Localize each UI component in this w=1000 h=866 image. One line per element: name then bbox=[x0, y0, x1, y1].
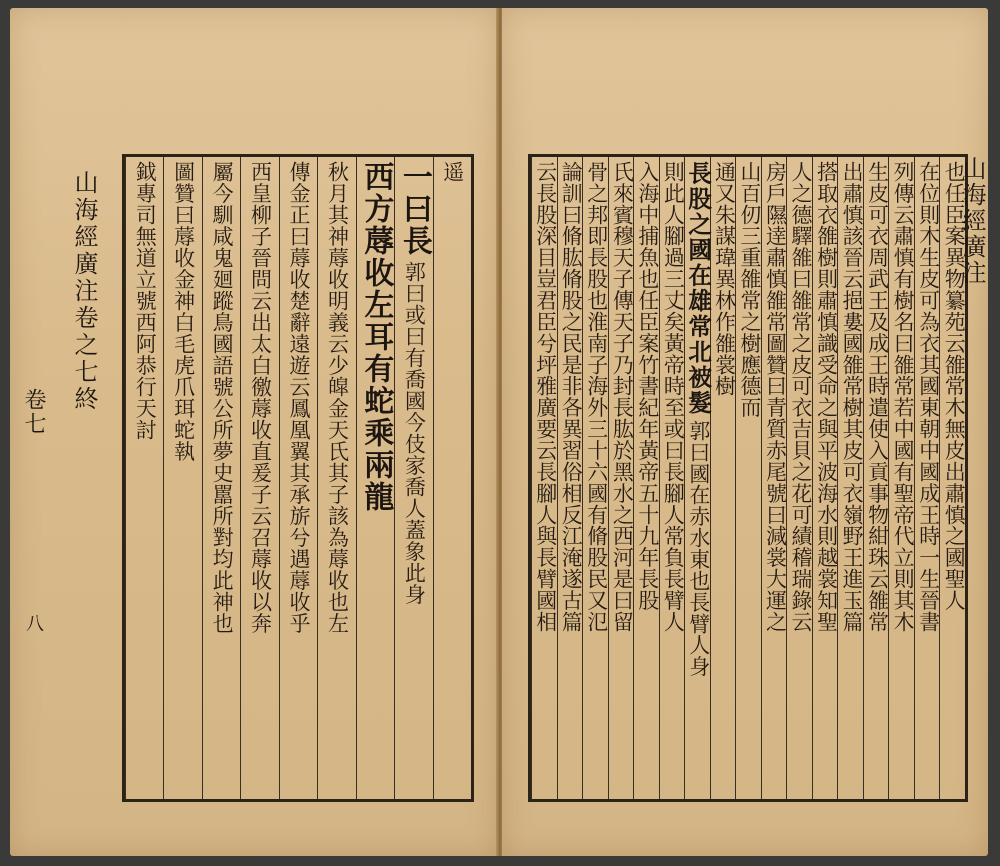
left-text-column bbox=[433, 157, 471, 799]
commentary-text: 通又朱謀瑋異林作雒裳樹 bbox=[711, 161, 736, 397]
right-text-column bbox=[735, 157, 761, 799]
commentary-text: 山百仞三重雒常之樹應德而 bbox=[736, 161, 761, 419]
commentary-text: 人之德驛雒曰雒常之皮可衣吉貝之花可績稽瑞錄云 bbox=[788, 161, 812, 633]
right-text-column bbox=[863, 157, 889, 799]
right-text-column bbox=[888, 157, 914, 799]
right-text-column bbox=[710, 157, 736, 799]
commentary-text: 搭取衣雒樹則肅慎識受命之與平波海水則越裳知聖 bbox=[813, 161, 838, 633]
commentary-text: 鉞專司無道立號西阿恭行天討 bbox=[133, 161, 158, 441]
right-fold-title: 山海經廣注 bbox=[958, 156, 986, 286]
commentary-text: 屬今馴咸鬼廻蹤鳥國語號公所夢史嚚所對均此神也 bbox=[210, 161, 235, 634]
commentary-text: 遥 bbox=[440, 161, 465, 183]
commentary-text: 郭曰國在赤水東也長臂人身 bbox=[685, 419, 710, 677]
commentary-text: 生皮可衣周武王及成王時遣使入貢事物紺珠云雒常 bbox=[864, 161, 889, 633]
right-page bbox=[502, 8, 988, 856]
left-text-column bbox=[202, 157, 240, 799]
commentary-text: 論訓曰脩肱脩股之民是非各異習俗相反江淹遂古篇 bbox=[558, 161, 583, 633]
right-text-column bbox=[633, 157, 659, 799]
right-text-column bbox=[659, 157, 685, 799]
right-text-column bbox=[837, 157, 863, 799]
commentary-text: 傳金正曰蓐收楚辭遠遊云鳳凰翼其承旂兮遇蓐收乎 bbox=[286, 161, 311, 634]
commentary-text: 骨之邦即長股也淮南子海外三十六國有脩股民又氾 bbox=[583, 161, 608, 633]
left-text-column bbox=[394, 157, 432, 799]
commentary-text: 郭曰或曰有喬國今伎家喬人蓋象此身 bbox=[402, 261, 427, 605]
right-text-column bbox=[761, 157, 787, 799]
main-text: 長股之國在雄常北被髮 bbox=[684, 161, 713, 416]
commentary-text: 出肅慎該晉云挹婁國雒常樹其皮可衣嶺野王進玉篇 bbox=[839, 161, 864, 633]
left-fold-leaf: 八 bbox=[23, 614, 44, 634]
right-text-column bbox=[531, 157, 557, 799]
right-text-column bbox=[812, 157, 838, 799]
left-text-column bbox=[125, 157, 163, 799]
left-text-column bbox=[163, 157, 201, 799]
right-text-column bbox=[914, 157, 940, 799]
commentary-text: 入海中捕魚也任臣案竹書紀年黃帝五十九年長股 bbox=[634, 161, 659, 612]
right-text-column bbox=[582, 157, 608, 799]
commentary-text: 在位則木生皮可為衣其國東朝中國成王時一生晉書 bbox=[915, 161, 940, 633]
left-page-frame bbox=[122, 154, 474, 802]
commentary-text: 房戶隰逹肅慎雒常圖贊曰青質赤尾號曰減裳大運之 bbox=[762, 161, 787, 633]
left-text-column bbox=[356, 157, 394, 799]
commentary-text: 秋月其神蓐收明義云少皡金天氏其子該為蓐收也左 bbox=[325, 161, 350, 634]
right-text-column bbox=[608, 157, 634, 799]
commentary-text: 列傳云肅慎有樹名曰雒常若中國有聖帝代立則其木 bbox=[890, 161, 915, 633]
commentary-text: 圖贊曰蓐收金神白毛虎爪珥蛇執 bbox=[171, 161, 196, 462]
commentary-text: 則此人腳過三丈矣黃帝時至或曰長腳人常負長臂人 bbox=[660, 161, 685, 633]
right-page-frame bbox=[528, 154, 968, 802]
commentary-text: 云長股深目豈君臣兮坪雅廣要云長腳人與長臂國相 bbox=[532, 161, 557, 633]
main-text: 一曰長 bbox=[396, 161, 432, 257]
left-text-column bbox=[279, 157, 317, 799]
right-text-column bbox=[786, 157, 812, 799]
commentary-text: 西皇柳子晉問云出太白徼蓐收直爰子云召蓐收以奔 bbox=[248, 161, 273, 634]
left-page bbox=[10, 8, 498, 856]
main-text: 西方蓐收左耳有蛇乘兩龍 bbox=[358, 161, 394, 513]
left-fold-juan: 卷七 bbox=[21, 388, 46, 436]
left-text-column bbox=[240, 157, 278, 799]
left-text-column bbox=[317, 157, 355, 799]
left-fold-title: 山海經廣注卷之七終 bbox=[70, 170, 98, 413]
right-text-column bbox=[557, 157, 583, 799]
commentary-text: 也任臣案異物纂苑云雒常木無皮出肅慎之國聖人 bbox=[941, 161, 966, 612]
commentary-text: 氏來賓穆天子傳天子乃封長肱於黑水之西河是曰留 bbox=[609, 161, 634, 633]
right-text-column bbox=[684, 157, 713, 799]
